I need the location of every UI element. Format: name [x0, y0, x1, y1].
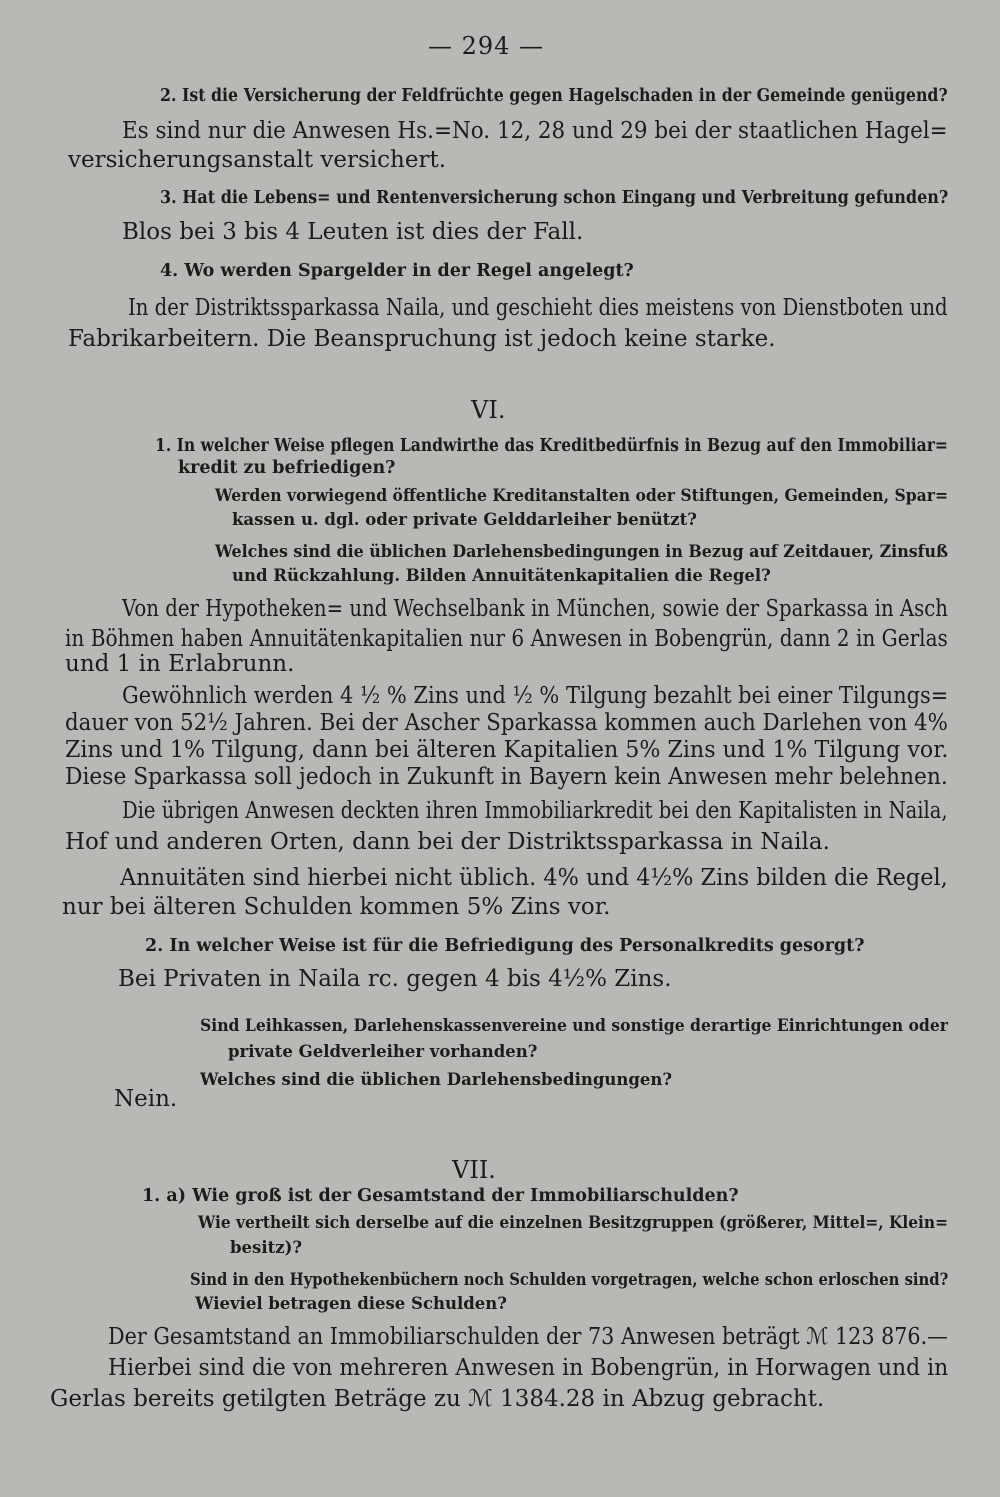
- section-heading-vi: VI.: [471, 396, 506, 424]
- question-line: Sind Leihkassen, Darlehenskassenvereine und sonstige derartige Einrichtungen oder: [200, 1016, 948, 1035]
- answer-line: Von der Hypotheken= und Wechselbank in München, sowie der Sparkassa in Asch: [122, 596, 948, 622]
- answer-line: Zins und 1% Tilgung, dann bei älteren Kapitalien 5% Zins und 1% Tilgung vor.: [65, 737, 949, 763]
- question-line: Welches sind die üblichen Darlehensbedingungen in Bezug auf Zeitdauer, Zinsfuß: [215, 542, 949, 561]
- answer-line: nur bei älteren Schulden kommen 5% Zins vor.: [62, 894, 611, 920]
- question-line: 2. In welcher Weise ist für die Befriedigung des Personalkredits gesorgt?: [145, 936, 865, 956]
- question-line: 4. Wo werden Spargelder in der Regel angelegt?: [160, 261, 634, 281]
- question-line: Wieviel betragen diese Schulden?: [195, 1294, 507, 1313]
- question-line: 1. a) Wie groß ist der Gesamtstand der Immobiliarschulden?: [142, 1186, 739, 1206]
- answer-line: Diese Sparkassa soll jedoch in Zukunft in Bayern kein Anwesen mehr belehnen.: [65, 764, 948, 790]
- answer-line: dauer von 52½ Jahren. Bei der Ascher Sparkassa kommen auch Darlehen von 4%: [65, 710, 948, 736]
- question-line: und Rückzahlung. Bilden Annuitätenkapitalien die Regel?: [232, 566, 771, 585]
- vi-answer-2b: Nein.: [114, 1086, 178, 1112]
- answer-line: Der Gesamtstand an Immobiliarschulden der 73 Anwesen beträgt ℳ 123 876.—: [108, 1324, 948, 1350]
- answer-line: Hof und anderen Orten, dann bei der Distriktssparkassa in Naila.: [65, 829, 830, 855]
- answer-line: Die übrigen Anwesen deckten ihren Immobiliarkredit bei den Kapitalisten in Naila,: [122, 798, 948, 824]
- answer-line: Es sind nur die Anwesen Hs.=No. 12, 28 und 29 bei der staatlichen Hagel=: [122, 118, 948, 144]
- answer-line: Gerlas bereits getilgten Beträge zu ℳ 1384.28 in Abzug gebracht.: [50, 1386, 825, 1412]
- answer-line: Fabrikarbeitern. Die Beanspruchung ist jedoch keine starke.: [68, 326, 776, 352]
- answer-line: Hierbei sind die von mehreren Anwesen in Bobengrün, in Horwagen und in: [108, 1355, 949, 1381]
- question-line: private Geldverleiher vorhanden?: [228, 1042, 538, 1061]
- question-line: Wie vertheilt sich derselbe auf die einzelnen Besitzgruppen (größerer, Mittel=, Klein=: [198, 1213, 948, 1232]
- page-number: — 294 —: [428, 32, 545, 60]
- question-line: Sind in den Hypothekenbüchern noch Schulden vorgetragen, welche schon erloschen sind?: [190, 1270, 949, 1289]
- answer-line: und 1 in Erlabrunn.: [65, 651, 295, 677]
- section-heading-vii: VII.: [452, 1156, 496, 1184]
- question-line: besitz)?: [230, 1238, 303, 1257]
- answer-line: Annuitäten sind hierbei nicht üblich. 4% und 4½% Zins bilden die Regel,: [120, 865, 948, 891]
- answer-line: In der Distriktssparkassa Naila, und geschieht dies meistens von Dienstboten und: [128, 295, 948, 321]
- question-line: kredit zu befriedigen?: [178, 458, 396, 478]
- question-line: Werden vorwiegend öffentliche Kreditanstalten oder Stiftungen, Gemeinden, Spar=: [215, 486, 949, 505]
- answer-line: Blos bei 3 bis 4 Leuten ist dies der Fall.: [122, 219, 584, 245]
- question-line: 2. Ist die Versicherung der Feldfrüchte gegen Hagelschaden in der Gemeinde genügend?: [160, 86, 948, 106]
- answer-line: Bei Privaten in Naila rc. gegen 4 bis 4½% Zins.: [118, 966, 672, 992]
- answer-line: versicherungsanstalt versichert.: [68, 147, 447, 173]
- question-line: 1. In welcher Weise pflegen Landwirthe das Kreditbedürfnis in Bezug auf den Immobiliar=: [155, 436, 948, 456]
- question-line: kassen u. dgl. oder private Gelddarleiher benützt?: [232, 510, 697, 529]
- answer-line: Gewöhnlich werden 4 ½ % Zins und ½ % Tilgung bezahlt bei einer Tilgungs=: [122, 683, 949, 709]
- question-line: Welches sind die üblichen Darlehensbedingungen?: [200, 1070, 673, 1089]
- question-line: 3. Hat die Lebens= und Rentenversicherung schon Eingang und Verbreitung gefunden?: [160, 188, 949, 208]
- answer-line: in Böhmen haben Annuitätenkapitalien nur 6 Anwesen in Bobengrün, dann 2 in Gerlas: [65, 626, 948, 652]
